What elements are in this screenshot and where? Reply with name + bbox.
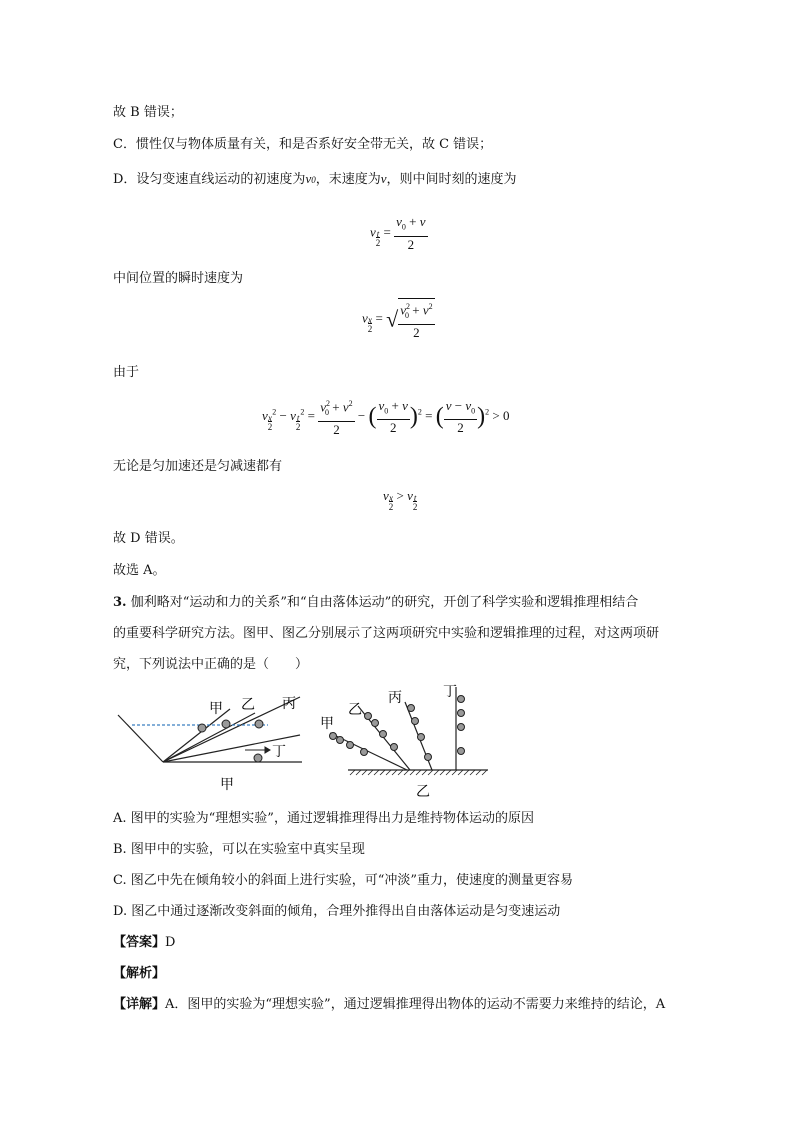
text-d-part2: ，末速度为 bbox=[315, 172, 381, 187]
text-line-c: C．惯性仅与物体质量有关，和是否系好安全带无关，故 C 错误； bbox=[113, 137, 493, 152]
detail-label: 【详解】 bbox=[113, 997, 166, 1012]
analysis-label: 【解析】 bbox=[113, 966, 166, 981]
fig2-label-jia: 甲 bbox=[320, 716, 334, 732]
figure-jia-arrow bbox=[245, 747, 270, 753]
text-d-part3: ，则中间时刻的速度为 bbox=[386, 172, 517, 187]
question-line-1: 3. 伽利略对“运动和力的关系”和“自由落体运动”的研究，开创了科学实验和逻辑推理相结合 bbox=[113, 595, 639, 610]
text-d-part1: D．设匀变速直线运动的初速度为 bbox=[113, 172, 306, 187]
answer-line bbox=[113, 934, 175, 952]
fig1-label-bing: 丙 bbox=[282, 696, 296, 712]
text-line-since: 由于 bbox=[113, 365, 140, 380]
fig2-label-bing: 丙 bbox=[388, 690, 402, 706]
fig2-caption: 乙 bbox=[416, 784, 430, 800]
text-line-d-wrong: 故 D 错误。 bbox=[113, 531, 184, 546]
option-a: A. 图甲的实验为“理想实验”，通过逻辑推理得出力是维持物体运动的原因 bbox=[113, 811, 534, 826]
text-line-mid-position: 中间位置的瞬时速度为 bbox=[113, 271, 244, 286]
text-line-either: 无论是匀加速还是匀减速都有 bbox=[113, 459, 283, 474]
fig2-label-yi: 乙 bbox=[348, 702, 362, 718]
formula-difference: $v\frac{x}{2}^2 - v\frac{t}{2}^2$ = $\frac{v^2_0 + v^2}{2}$ − ( $\frac{v_0 + v}{2}$ )$^2$ = ( $\frac{v - v_0}{2}$ )$^2$ > 0 bbox=[262, 397, 510, 437]
question-line-2: 的重要科学研究方法。图甲、图乙分别展示了这两项研究中实验和逻辑推理的过程，对这两项研 bbox=[113, 626, 660, 641]
text-line-choose-a: 故选 A。 bbox=[113, 563, 166, 578]
answer-label: 【答案】 bbox=[113, 935, 166, 950]
option-b: B. 图甲中的实验，可以在实验室中真实呈现 bbox=[113, 842, 365, 857]
figure-yi-ground-hatch bbox=[350, 770, 487, 775]
option-c: C. 图乙中先在倾角较小的斜面上进行实验，可“冲淡”重力，使速度的测量更容易 bbox=[113, 873, 574, 888]
answer-value: D bbox=[165, 935, 176, 950]
figure-diagrams bbox=[110, 682, 500, 802]
detail-text: A．图甲的实验为“理想实验”，通过逻辑推理得出物体的运动不需要力来维持的结论，A bbox=[165, 997, 666, 1012]
fig1-label-jia: 甲 bbox=[209, 701, 223, 717]
detail-line bbox=[113, 996, 665, 1014]
math-v0: v bbox=[305, 171, 312, 186]
question-number: 3. bbox=[113, 595, 127, 610]
fig1-label-yi: 乙 bbox=[241, 697, 255, 713]
text-line-b-wrong: 故 B 错误； bbox=[113, 105, 183, 120]
formula-inequality: $v\frac{x}{2} > v\frac{t}{2}$ bbox=[383, 488, 418, 512]
formula-mid-time-velocity: $v\frac{t}{2}$ = $\frac{v_0 + v}{2}$ bbox=[370, 214, 426, 252]
question-line-3: 究，下列说法中正确的是（ ） bbox=[113, 657, 309, 672]
fig2-label-ding: 丁 bbox=[443, 684, 457, 700]
formula-mid-position-velocity: $v\frac{x}{2}$ = √ $\frac{v^2_0 + v^2}{2}$ bbox=[362, 298, 435, 341]
math-v: v bbox=[380, 171, 387, 186]
option-d: D. 图乙中通过逐渐改变斜面的倾角，合理外推得出自由落体运动是匀变速运动 bbox=[113, 904, 561, 919]
fig1-label-ding: 丁 bbox=[272, 744, 286, 760]
fig1-caption: 甲 bbox=[220, 777, 234, 793]
text-line-d: D．设匀变速直线运动的初速度为v0，末速度为v，则中间时刻的速度为 bbox=[113, 171, 517, 187]
